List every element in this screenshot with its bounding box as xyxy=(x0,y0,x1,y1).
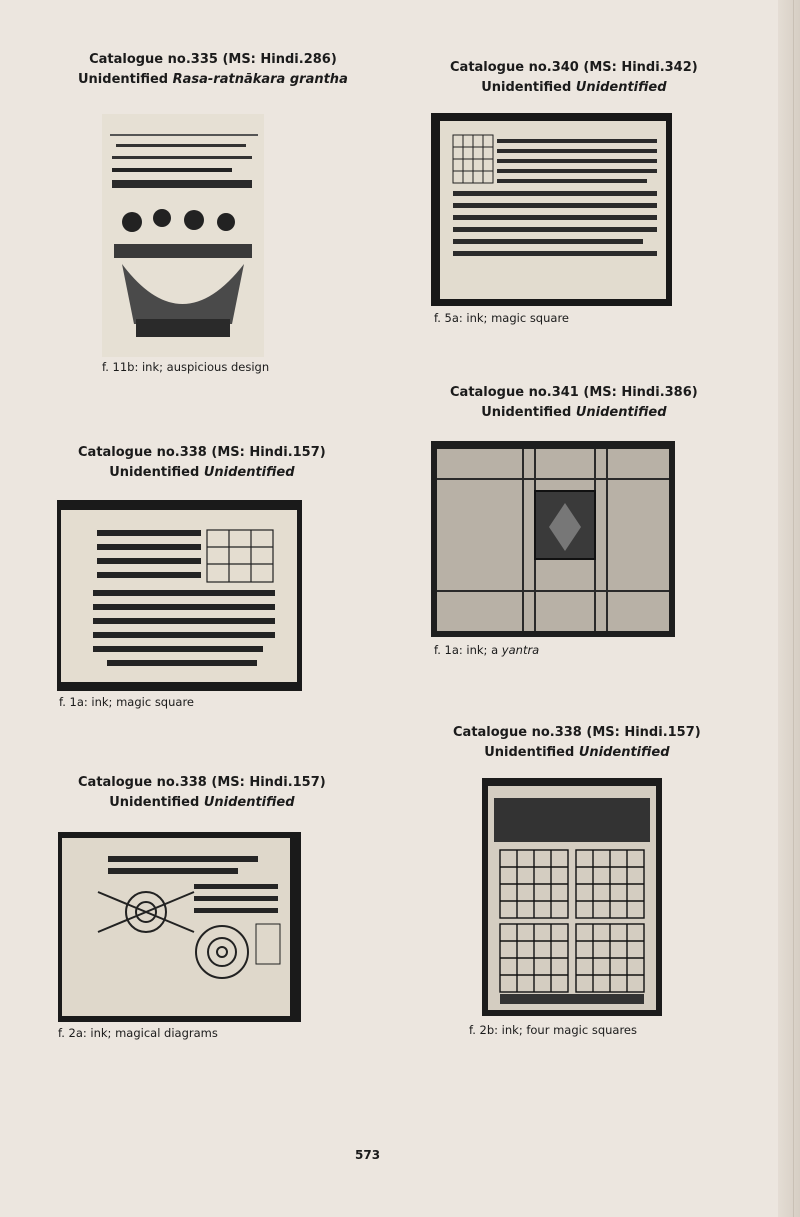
catalogue-subtitle: Unidentified Unidentified xyxy=(109,465,295,480)
catalogue-number: Catalogue no.338 (MS: Hindi.157) xyxy=(78,775,326,790)
catalogue-heading xyxy=(78,773,326,813)
page-edge xyxy=(778,0,800,1217)
catalogue-number: Catalogue no.341 (MS: Hindi.386) xyxy=(450,385,698,400)
manuscript-image-magic-square-text xyxy=(431,113,672,306)
manuscript-image-four-magic-squares xyxy=(482,778,662,1016)
image-caption: f. 1a: ink; a yantra xyxy=(434,643,540,657)
manuscript-image-magical-diagrams xyxy=(58,832,301,1022)
catalogue-subtitle: Unidentified Unidentified xyxy=(481,405,667,420)
manuscript-image-yantra xyxy=(431,441,675,637)
manuscript-image-magic-square xyxy=(57,500,302,691)
catalogue-heading xyxy=(78,443,326,483)
catalogue-subtitle: Unidentified Unidentified xyxy=(481,80,667,95)
catalogue-number: Catalogue no.340 (MS: Hindi.342) xyxy=(450,60,698,75)
page-number: 573 xyxy=(355,1148,381,1162)
image-caption: f. 5a: ink; magic square xyxy=(434,311,569,325)
catalogue-number: Catalogue no.338 (MS: Hindi.157) xyxy=(78,445,326,460)
catalogue-heading xyxy=(450,383,698,423)
catalogue-number: Catalogue no.338 (MS: Hindi.157) xyxy=(453,725,701,740)
catalogue-number: Catalogue no.335 (MS: Hindi.286) xyxy=(89,52,337,67)
page-edge-line xyxy=(793,0,794,1217)
image-caption: f. 1a: ink; magic square xyxy=(59,695,194,709)
image-caption: f. 2b: ink; four magic squares xyxy=(469,1023,637,1037)
catalogue-subtitle: Unidentified Rasa-ratnākara grantha xyxy=(78,72,348,87)
catalogue-heading xyxy=(453,723,701,763)
image-caption: f. 2a: ink; magical diagrams xyxy=(58,1026,218,1040)
catalogue-subtitle: Unidentified Unidentified xyxy=(484,745,670,760)
catalogue-heading xyxy=(78,50,348,90)
catalogue-subtitle: Unidentified Unidentified xyxy=(109,795,295,810)
catalogue-heading xyxy=(450,58,698,98)
image-caption: f. 11b: ink; auspicious design xyxy=(102,360,270,374)
manuscript-image-auspicious-design xyxy=(102,114,264,357)
